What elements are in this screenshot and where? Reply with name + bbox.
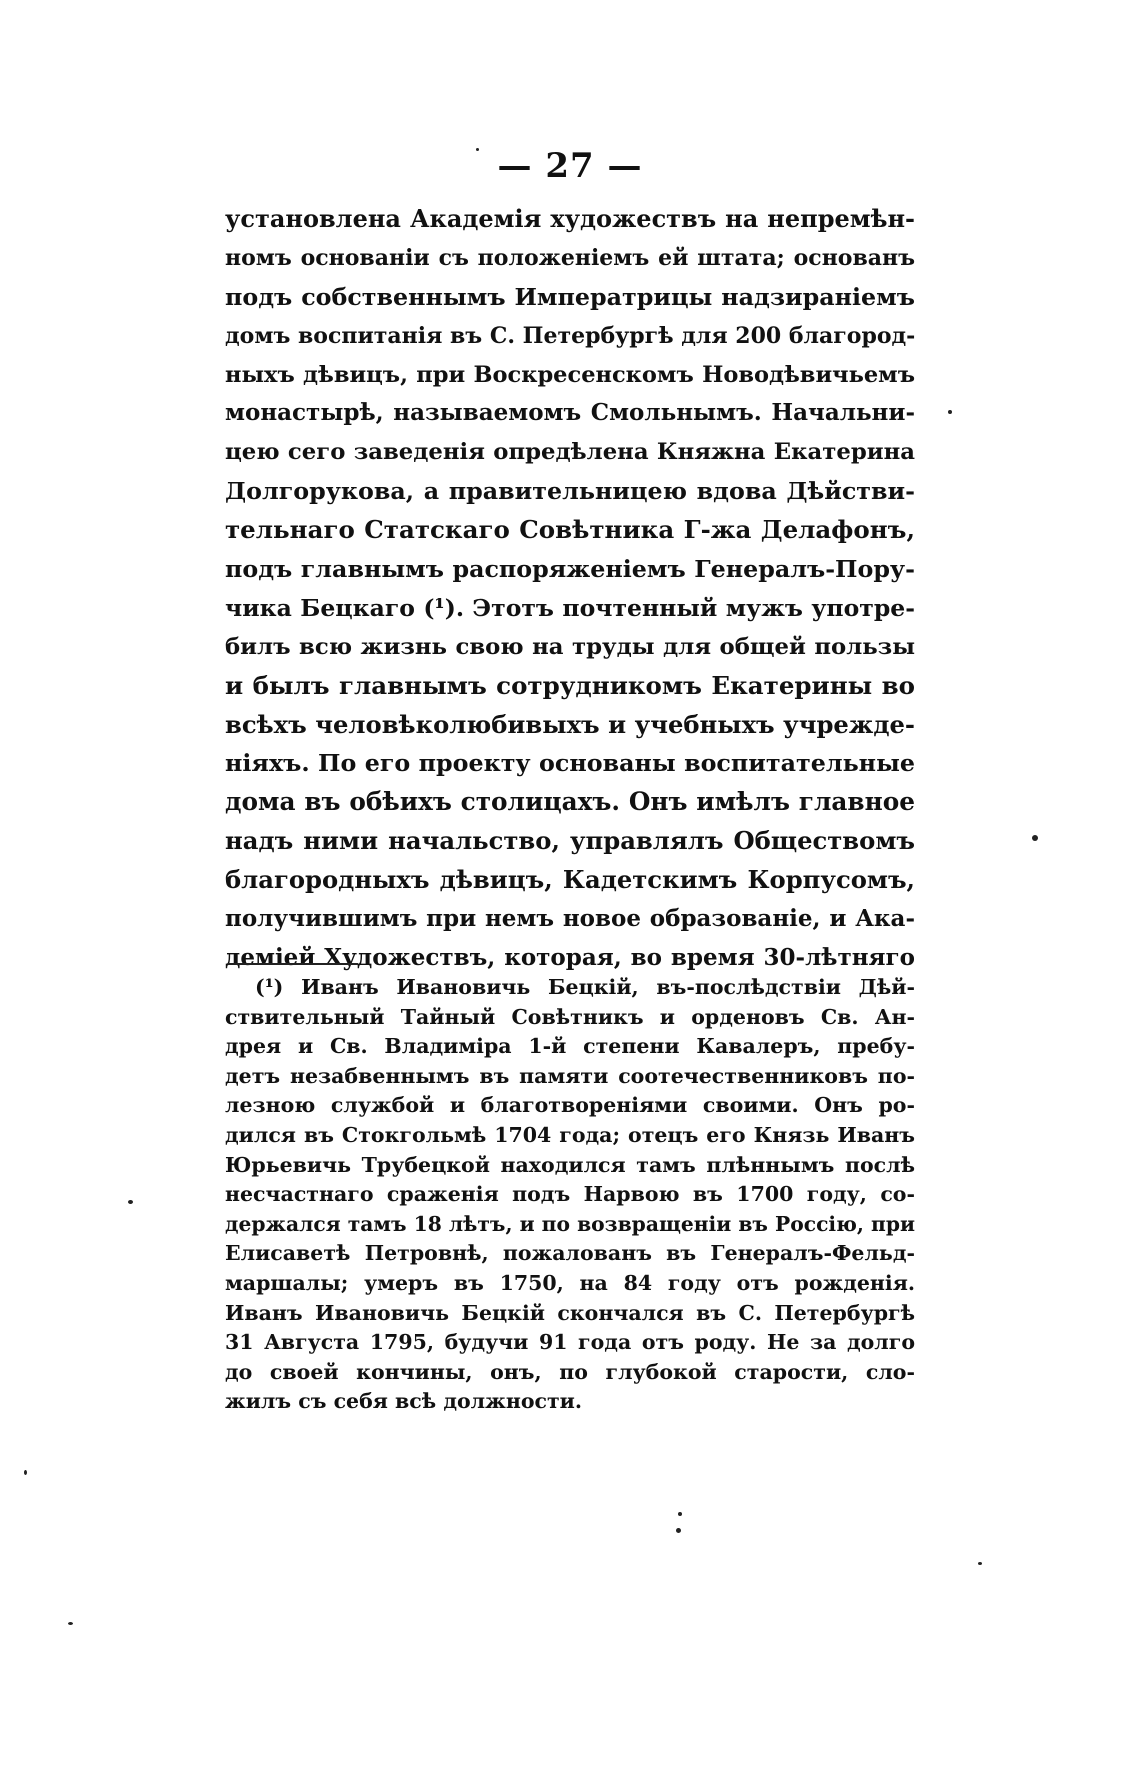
text-line: получившимъ при немъ новое образованіе, и Ака- <box>225 905 915 933</box>
text-line: ныхъ дѣвицъ, при Воскресенскомъ Новодѣвичьемъ <box>225 361 915 388</box>
footnote-line: детъ незабвеннымъ въ памяти соотечественниковъ по- <box>225 1063 915 1088</box>
footnote-line: Елисаветѣ Петровнѣ, пожалованъ въ Генералъ-Фельд- <box>225 1241 915 1266</box>
text-line: установлена Академія художествъ на непремѣн- <box>225 204 915 233</box>
footnote-line: лезною службой и благотвореніями своими. Онъ ро- <box>225 1093 915 1118</box>
text-line: благородныхъ дѣвицъ, Кадетскимъ Корпусомъ, <box>225 865 915 895</box>
text-line: подъ главнымъ распоряженіемъ Генералъ-Пору- <box>225 555 915 584</box>
footnote-line: держался тамъ 18 лѣтъ, и по возвращеніи въ Россію, при <box>225 1211 915 1236</box>
text-line: Долгорукова, а правительницею вдова Дѣйстви- <box>225 477 915 506</box>
text-line: домъ воспитанія въ С. Петербургѣ для 200 благород- <box>225 322 916 349</box>
main-text <box>225 200 915 978</box>
footnote-line: Юрьевичь Трубецкой находился тамъ плѣннымъ послѣ <box>225 1152 915 1177</box>
scan-speck <box>978 1562 982 1565</box>
scan-speck <box>128 1200 133 1204</box>
footnote-line: Иванъ Ивановичь Бецкій скончался въ С. Петербургѣ <box>225 1300 915 1325</box>
text-line: деміей Художествъ, которая, во время 30-лѣтняго <box>225 943 915 971</box>
text-line: билъ всю жизнь свою на труды для общей пользы <box>225 633 915 660</box>
text-line: и былъ главнымъ сотрудникомъ Екатерины во <box>225 670 915 700</box>
footnote-line: до своей кончины, онъ, по глубокой старости, сло- <box>225 1359 915 1384</box>
scan-speck <box>676 1528 681 1533</box>
scan-speck <box>1032 835 1038 841</box>
text-line: номъ основаніи съ положеніемъ ей штата; основанъ <box>225 244 915 271</box>
footnote-line: маршалы; умеръ въ 1750, на 84 году отъ рожденія. <box>225 1270 915 1295</box>
footnote-line: дрея и Св. Владиміра 1-й степени Кавалеръ, пребу- <box>225 1034 915 1059</box>
text-line: дома въ обѣихъ столицахъ. Онъ имѣлъ главное <box>225 787 915 817</box>
footnote-line: несчастнаго сраженія подъ Нарвою въ 1700 году, со- <box>225 1182 915 1207</box>
scan-speck <box>68 1622 73 1625</box>
footnote-line: 31 Августа 1795, будучи 91 года отъ роду. Не за долго <box>225 1330 915 1355</box>
scan-speck <box>476 148 479 151</box>
scan-speck <box>678 1512 682 1516</box>
text-line: чика Бецкаго (¹). Этотъ почтенный мужъ употре- <box>225 593 915 622</box>
scan-speck <box>24 1470 27 1475</box>
text-line: цею сего заведенія опредѣлена Княжна Екатерина <box>225 439 915 466</box>
text-line: всѣхъ человѣколюбивыхъ и учебныхъ учрежде- <box>225 709 915 739</box>
footnote-line: (¹) Иванъ Ивановичь Бецкій, въ-послѣдствіи Дѣй- <box>255 975 915 999</box>
text-line: надъ ними начальство, управлялъ Обществомъ <box>225 826 915 856</box>
page-number: — 27 — <box>497 146 643 186</box>
footnote-line: дился въ Стокгольмѣ 1704 года; отецъ его Князь Иванъ <box>225 1122 915 1147</box>
footnote <box>225 973 915 1417</box>
text-line: подъ собственнымъ Императрицы надзираніемъ <box>225 282 915 311</box>
text-line: тельнаго Статскаго Совѣтника Г-жа Делафонъ, <box>225 515 915 545</box>
footnote-line: ствительный Тайный Совѣтникъ и орденовъ Св. Ан- <box>225 1004 915 1029</box>
text-line: монастырѣ, называемомъ Смольнымъ. Начальни- <box>225 399 915 427</box>
scan-speck <box>948 410 952 414</box>
text-line: ніяхъ. По его проекту основаны воспитательные <box>225 749 915 778</box>
footnote-line: жилъ съ себя всѣ должности. <box>225 1389 583 1414</box>
footnote-divider <box>228 963 358 965</box>
